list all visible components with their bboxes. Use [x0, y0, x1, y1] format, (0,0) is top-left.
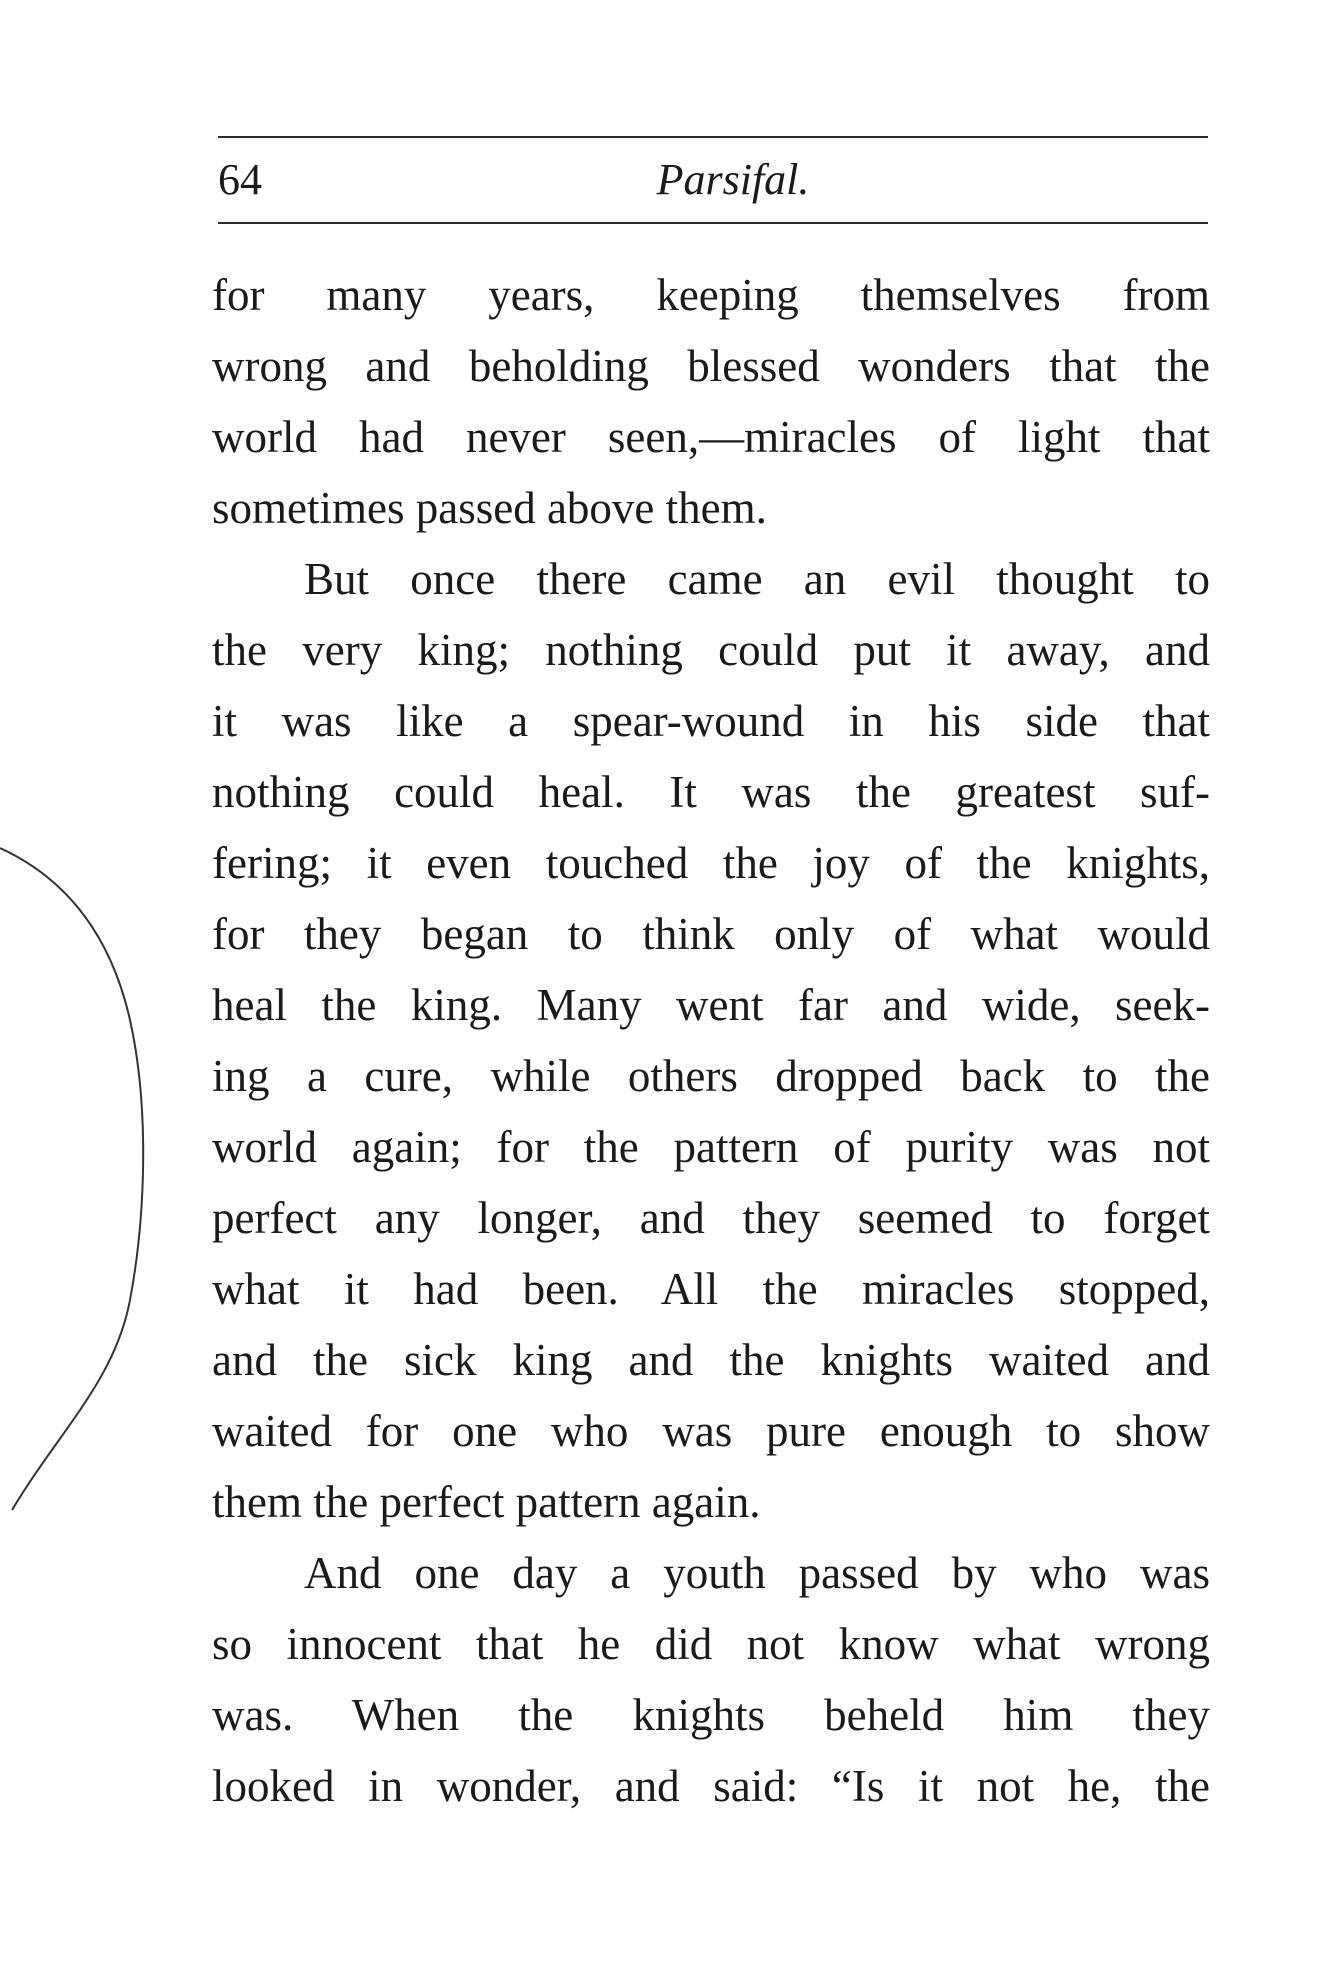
body-text	[212, 260, 1210, 1822]
text-line: them the perfect pattern again.	[212, 1477, 761, 1527]
text-line: perfect any longer, and they seemed to forget	[212, 1193, 1210, 1243]
running-title: Parsifal.	[656, 155, 810, 204]
text-line: sometimes passed above them.	[212, 483, 767, 533]
text-line: for they began to think only of what would	[212, 909, 1210, 959]
text-line: But once there came an evil thought to	[304, 554, 1210, 604]
paragraph	[212, 260, 1210, 544]
text-line: looked in wonder, and said: “Is it not he, the	[212, 1761, 1210, 1811]
paragraph	[212, 544, 1210, 1538]
page-number: 64	[218, 155, 262, 204]
text-line: the very king; nothing could put it away, and	[212, 625, 1210, 675]
text-line: nothing could heal. It was the greatest suf-	[212, 767, 1210, 817]
text-line: world again; for the pattern of purity was not	[212, 1122, 1210, 1172]
text-line: ing a cure, while others dropped back to the	[212, 1051, 1210, 1101]
text-line: And one day a youth passed by who was	[304, 1548, 1210, 1598]
header-bottom-rule	[218, 222, 1208, 224]
text-line: so innocent that he did not know what wrong	[212, 1619, 1210, 1669]
header-top-rule	[218, 136, 1208, 138]
text-line: was. When the knights beheld him they	[212, 1690, 1210, 1740]
text-line: for many years, keeping themselves from	[212, 270, 1210, 320]
text-line: waited for one who was pure enough to show	[212, 1406, 1210, 1456]
text-line: what it had been. All the miracles stopped,	[212, 1264, 1210, 1314]
paragraph	[212, 1538, 1210, 1822]
text-line: world had never seen,—miracles of light that	[212, 412, 1210, 462]
text-line: it was like a spear-wound in his side that	[212, 696, 1210, 746]
text-line: wrong and beholding blessed wonders that the	[212, 341, 1210, 391]
text-line: and the sick king and the knights waited and	[212, 1335, 1210, 1385]
text-line: fering; it even touched the joy of the knights,	[212, 838, 1210, 888]
running-head	[218, 150, 1208, 210]
text-line: heal the king. Many went far and wide, seek-	[212, 980, 1210, 1030]
